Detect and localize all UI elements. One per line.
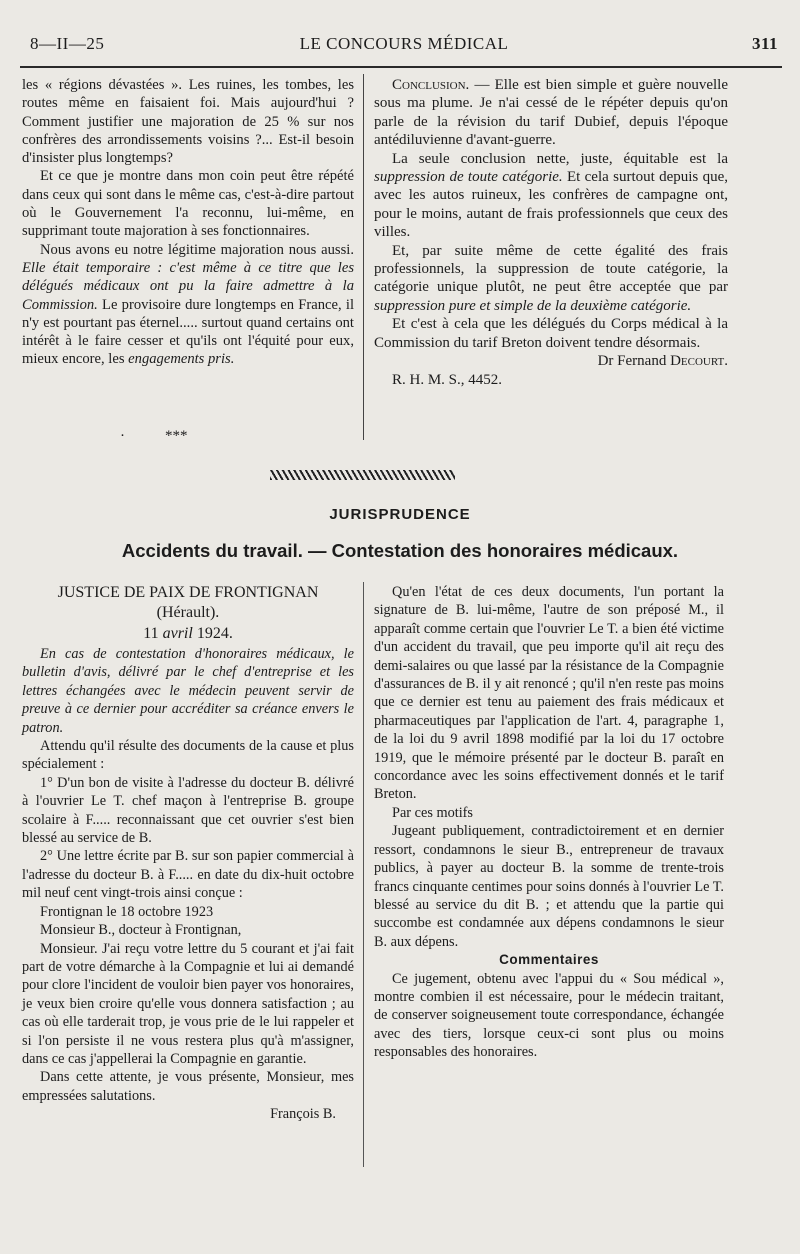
- text-run: Nous avons eu notre légitime majoration nous aussi.: [40, 241, 354, 258]
- text-run: Et cela surtout depuis que, avec les autos ruineux, les confrères de campagne ont, pour le moins, autant de frais professionnels que ceux des villes.: [374, 169, 728, 241]
- stray-dot: ·: [120, 428, 125, 444]
- text-run: Et c'est à cela que les délégués du Corps médical à la Commission du tarif Breton doivent tendre désormais.: [374, 316, 728, 351]
- journal-title: LE CONCOURS MÉDICAL: [299, 34, 509, 53]
- letter-place-date: Frontignan le 18 octobre 1923: [40, 903, 214, 920]
- italic-run: suppression pure et simple de la deuxième catégorie.: [374, 297, 692, 314]
- paragraph: 2° Une lettre écrite par B. sur son papier commercial à l'adresse du docteur B. à F..... en date du dix-huit octobre mil neuf cent vingt-trois ainsi conçue :: [22, 848, 354, 902]
- court-region: (Hérault).: [156, 604, 220, 621]
- italic-run: suppression de toute catégorie.: [374, 169, 563, 186]
- text-run: La seule conclusion nette, juste, équitable est la: [392, 150, 728, 167]
- paragraph: 1° D'un bon de visite à l'adresse du docteur B. délivré à l'ouvrier Le T. chef maçon à l'entreprise B. groupe scolaire à F..... reconnaissant que cet ouvrier s'est bien blessé au service de B.: [22, 774, 354, 847]
- header-rule: [20, 66, 782, 68]
- date-year: 1924.: [196, 625, 233, 642]
- text-run: Le provisoire dure longtemps en France, il n'y est pourtant pas éternel..... surtout quand certains ont intérêt à le faire cesser et qu'ils ont l'équité pour eux, mieux encore, les: [22, 296, 354, 368]
- paragraph: [22, 241, 354, 369]
- letter-addressee: Monsieur B., docteur à Frontignan,: [40, 922, 242, 939]
- signature-title: Dr: [597, 353, 614, 370]
- paragraph: [374, 315, 728, 352]
- letter-signature-line: [22, 1105, 354, 1123]
- italic-run: engagements pris.: [128, 351, 235, 368]
- paragraph: [22, 167, 354, 240]
- text-run: Et ce que je montre dans mon coin peut être répété dans ceux qui sont dans le même cas, c'est-à-dire partout où le Gouvernement l'a reconnu, lui-même, en supprimant toute majoration à ses fonctionnaires.: [22, 168, 354, 240]
- paragraph: [22, 76, 354, 167]
- court-name: JUSTICE DE PAIX DE FRONTIGNAN: [57, 584, 319, 601]
- paragraph: Par ces motifs: [392, 804, 473, 821]
- date-month: avril: [162, 625, 193, 642]
- bottom-left-column: [22, 583, 354, 1124]
- paragraph: Ce jugement, obtenu avec l'appui du « Sou médical », montre combien il est nécessaire, pour le médecin traitant, de conserver soigneusement toute correspondance, échangée avec des tiers, lorsque ceux-ci sont plus ou moins responsables des honoraires.: [374, 970, 724, 1061]
- text-run: les « régions dévastées ». Les ruines, les tombes, les routes même en faisaient foi. Mais aujourd'hui ? Comment justifier une majoration de 25 % sur nos confrères des arrondissements voisins ?... Est-il besoin d'insister plus longtemps?: [22, 77, 354, 167]
- paragraph: [374, 242, 728, 316]
- signature-first-name: Fernand: [617, 353, 667, 370]
- column-divider: [363, 582, 364, 1167]
- signature-last-name: Decourt.: [670, 353, 728, 370]
- section-title: JURISPRUDENCE: [329, 506, 471, 523]
- paragraph: [374, 76, 728, 150]
- letter-body: Monsieur. J'ai reçu votre lettre du 5 courant et j'ai fait part de votre démarche à la Compagnie et lui ai demandé pour clore l'incident de vouloir bien payer vos honoraires, je veux bien croire qu'elle vous donnera satisfaction ; au cas où elle tarderait trop, je vous prie de le lui rappeler et si l'on persiste il ne vous restera plus qu'à m'assigner, dans ce cas j'appellerai la Compagnie en garantie.: [22, 940, 354, 1067]
- text-run: — Elle est bien simple et guère nouvelle sous ma plume. Je n'ai cessé de le répéter depuis qu'on parle de la révision du tarif Dubief, depuis l'époque antédiluvienne d'avant-guerre.: [374, 77, 728, 149]
- running-header: [30, 34, 778, 58]
- section-break-asterism: ***: [165, 428, 188, 444]
- top-right-column: [374, 76, 728, 389]
- decorative-ornament: [270, 470, 455, 480]
- page-number: 311: [751, 34, 778, 53]
- column-divider: [363, 74, 364, 440]
- case-summary: En cas de contestation d'honoraires médicaux, le bulletin d'avis, délivré par le chef d'entreprise et les lettres échangées avec le médecin peuvent servir de preuve à ce dernier pour accréditer sa créance envers le patron.: [22, 646, 354, 736]
- author-signature: [374, 352, 728, 370]
- italic-run: Elle était temporaire : c'est même à ce titre que les délégués médicaux ont pu la faire admettre à la Commission.: [22, 259, 354, 313]
- paragraph: Attendu qu'il résulte des documents de la cause et plus spécialement :: [22, 738, 354, 773]
- commentary-heading: Commentaires: [499, 952, 599, 968]
- letter-signature: François B.: [270, 1106, 336, 1123]
- article-title: Accidents du travail. — Contestation des honoraires médicaux.: [121, 540, 679, 561]
- date-day: 11: [143, 625, 159, 642]
- top-left-column: [22, 76, 354, 369]
- issue-date: 8—II—25: [30, 34, 105, 53]
- reference-code: R. H. M. S., 4452.: [392, 371, 503, 388]
- paragraph: Jugeant publiquement, contradictoirement et en dernier ressort, condamnons le sieur B., entrepreneur de travaux publics, à payer au docteur B. la somme de trente-trois francs cinquante centimes pour soins donnés à l'ouvrier Le T. blessé au service du dit B. ; et attendu que la partie qui succombe est condamnée aux dépens condamnons le sieur B. aux dépens.: [374, 823, 724, 950]
- paragraph: [374, 150, 728, 242]
- letter-closing: Dans cette attente, je vous présente, Monsieur, mes empressées salutations.: [22, 1069, 354, 1104]
- paragraph: Qu'en l'état de ces deux documents, l'un portant la signature de B. lui-même, l'autre de son préposé M., il apparaît comme certain que l'ouvrier Le T. a bien été victime d'un accident du travail, que peu importe qu'il ait reçu des demi-salaires ou que lassé par la résistance de la Compagnie d'assurances de B. il y ait renoncé ; qu'il n'en reste pas moins que ce dernier est tenu au paiement des frais médicaux et pharmaceutiques par l'application de l'art. 4, paragraphe 1, de la loi du 9 avril 1898 modifié par la loi du 17 octobre 1919, que le mémoire présenté par le docteur B. paraît en concordance avec les soins effectivement donnés et le tarif Breton.: [374, 584, 724, 803]
- conclusion-label: Conclusion.: [392, 77, 470, 93]
- judgment-date: [22, 623, 354, 645]
- text-run: Et, par suite même de cette égalité des frais professionnels, la suppression de toute catégorie, la catégorie unique plutôt, ne peut être acceptée que par: [374, 242, 728, 296]
- bottom-right-column: [374, 583, 724, 1062]
